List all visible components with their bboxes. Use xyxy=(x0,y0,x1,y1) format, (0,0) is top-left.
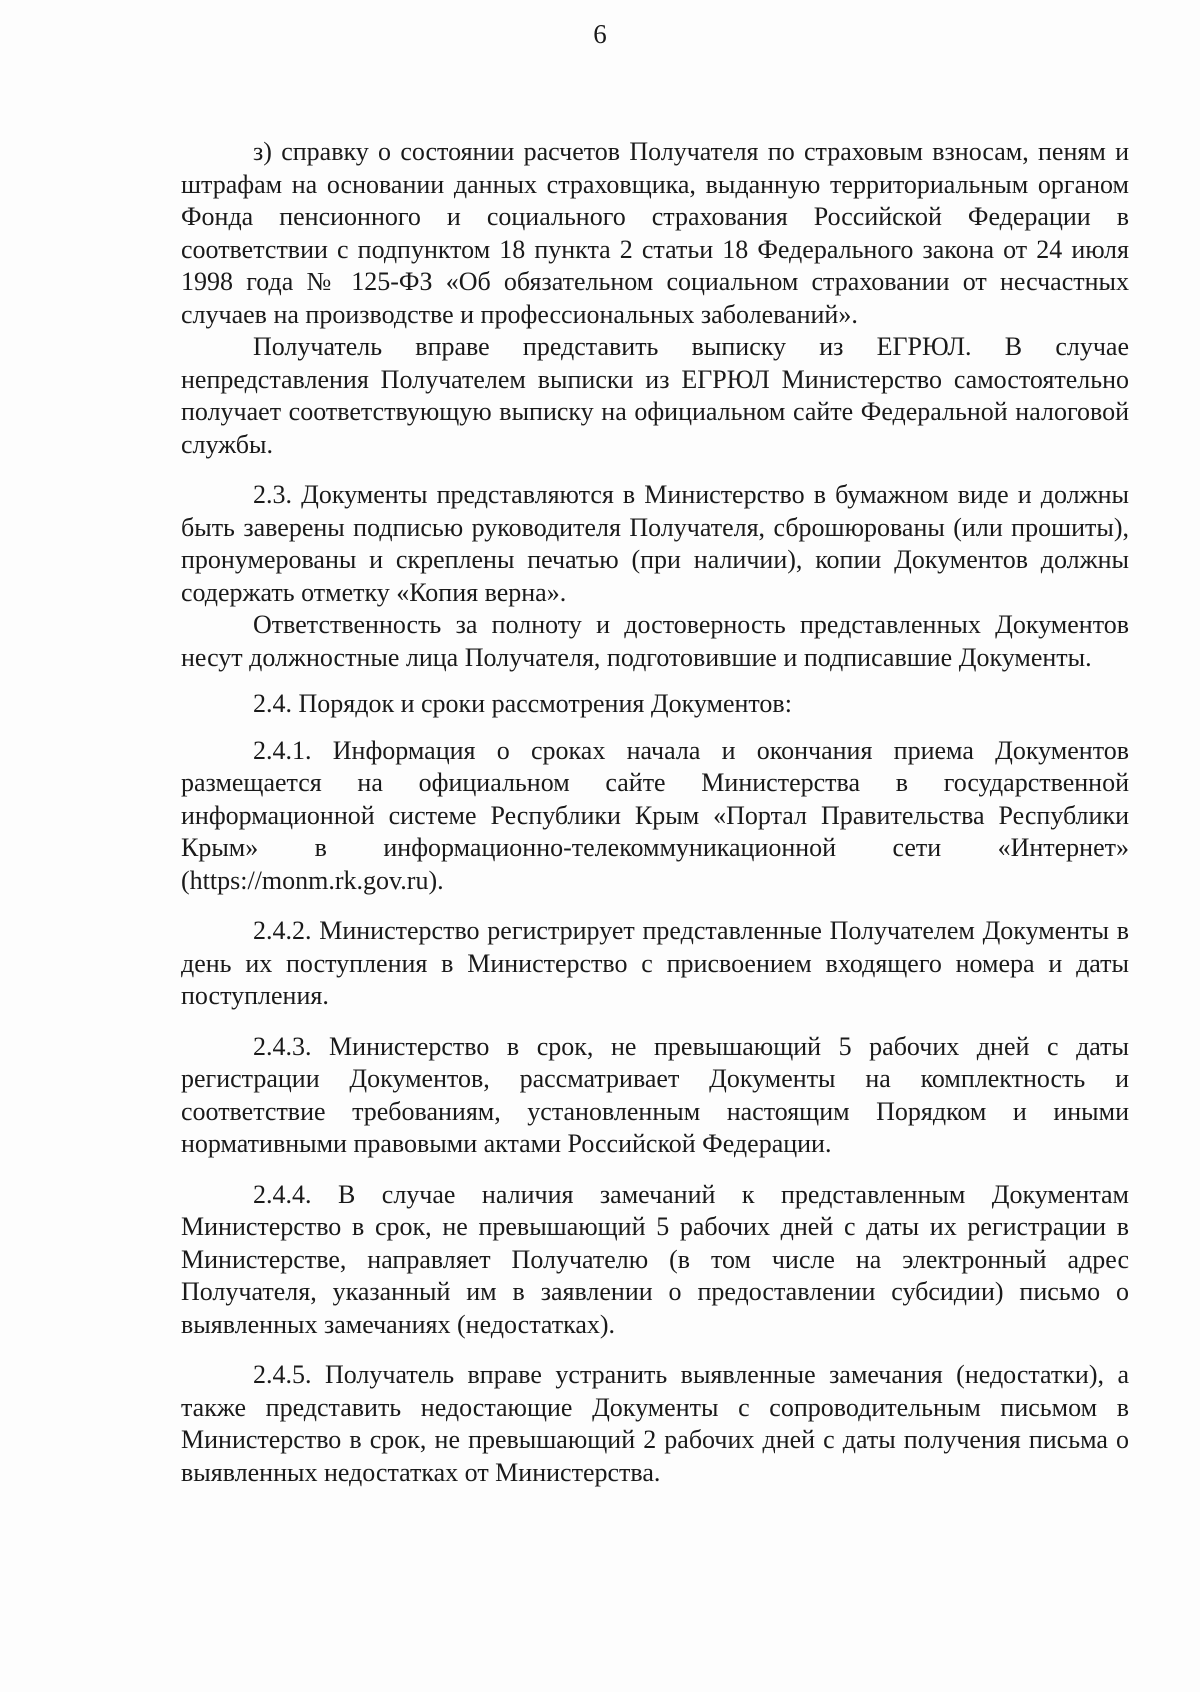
paragraph-2-4-1: 2.4.1. Информация о сроках начала и окончания приема Документов размещается на официальном сайте Министерства в государственной информационной системе Республики Крым «Портал Правительства Республики Крым» в информационно-телекоммуникационной сети «Интернет» (https://monm.rk.gov.ru). xyxy=(181,735,1129,895)
paragraph-2-4: 2.4. Порядок и сроки рассмотрения Документов: xyxy=(253,689,792,718)
document-body xyxy=(181,136,1129,1489)
paragraph-2-4-3: 2.4.3. Министерство в срок, не превышающий 5 рабочих дней с даты регистрации Документов, рассматривает Документы на комплектность и соответствие требованиям, установленным настоящим Порядком и иными нормативными правовыми актами Российской Федерации. xyxy=(181,1031,1129,1158)
paragraph-responsibility: Ответственность за полноту и достоверность представленных Документов несут должностные лица Получателя, подготовившие и подписавшие Документы. xyxy=(181,610,1129,672)
paragraph-2-4-4: 2.4.4. В случае наличия замечаний к представленным Документам Министерство в срок, не превышающий 5 рабочих дней с даты их регистрации в Министерстве, направляет Получателю (в том числе на электронный адрес Получателя, указанный им в заявлении о предоставлении субсидии) письмо о выявленных замечаниях (недостатках). xyxy=(181,1179,1129,1339)
paragraph-2-3: 2.3. Документы представляются в Министерство в бумажном виде и должны быть заверены подписью руководителя Получателя, сброшюрованы (или прошиты), пронумерованы и скреплены печатью (при наличии), копии Документов должны содержать отметку «Копия верна». xyxy=(181,480,1129,607)
paragraph-egrul-extract: Получатель вправе представить выписку из ЕГРЮЛ. В случае непредставления Получателем выписки из ЕГРЮЛ Министерство самостоятельно получает соответствующую выписку на официальном сайте Федеральной налоговой службы. xyxy=(181,332,1129,459)
paragraph-z-insurance-certificate: з) справку о состоянии расчетов Получателя по страховым взносам, пеням и штрафам на основании данных страховщика, выданную территориальным органом Фонда пенсионного и социального страхования Российской Федерации в соответствии с подпунктом 18 пункта 2 статьи 18 Федерального закона от 24 июля 1998 года № 125-ФЗ «Об обязательном социальном страховании от несчастных случаев на производстве и профессиональных заболеваний». xyxy=(181,137,1129,329)
paragraph-2-4-2: 2.4.2. Министерство регистрирует представленные Получателем Документы в день их поступления в Министерство с присвоением входящего номера и даты поступления. xyxy=(181,916,1129,1010)
paragraph-2-4-5: 2.4.5. Получатель вправе устранить выявленные замечания (недостатки), а также представить недостающие Документы с сопроводительным письмом в Министерство в срок, не превышающий 2 рабочих дней с даты получения письма о выявленных недостатках от Министерства. xyxy=(181,1360,1129,1487)
page-number: 6 xyxy=(593,19,607,49)
